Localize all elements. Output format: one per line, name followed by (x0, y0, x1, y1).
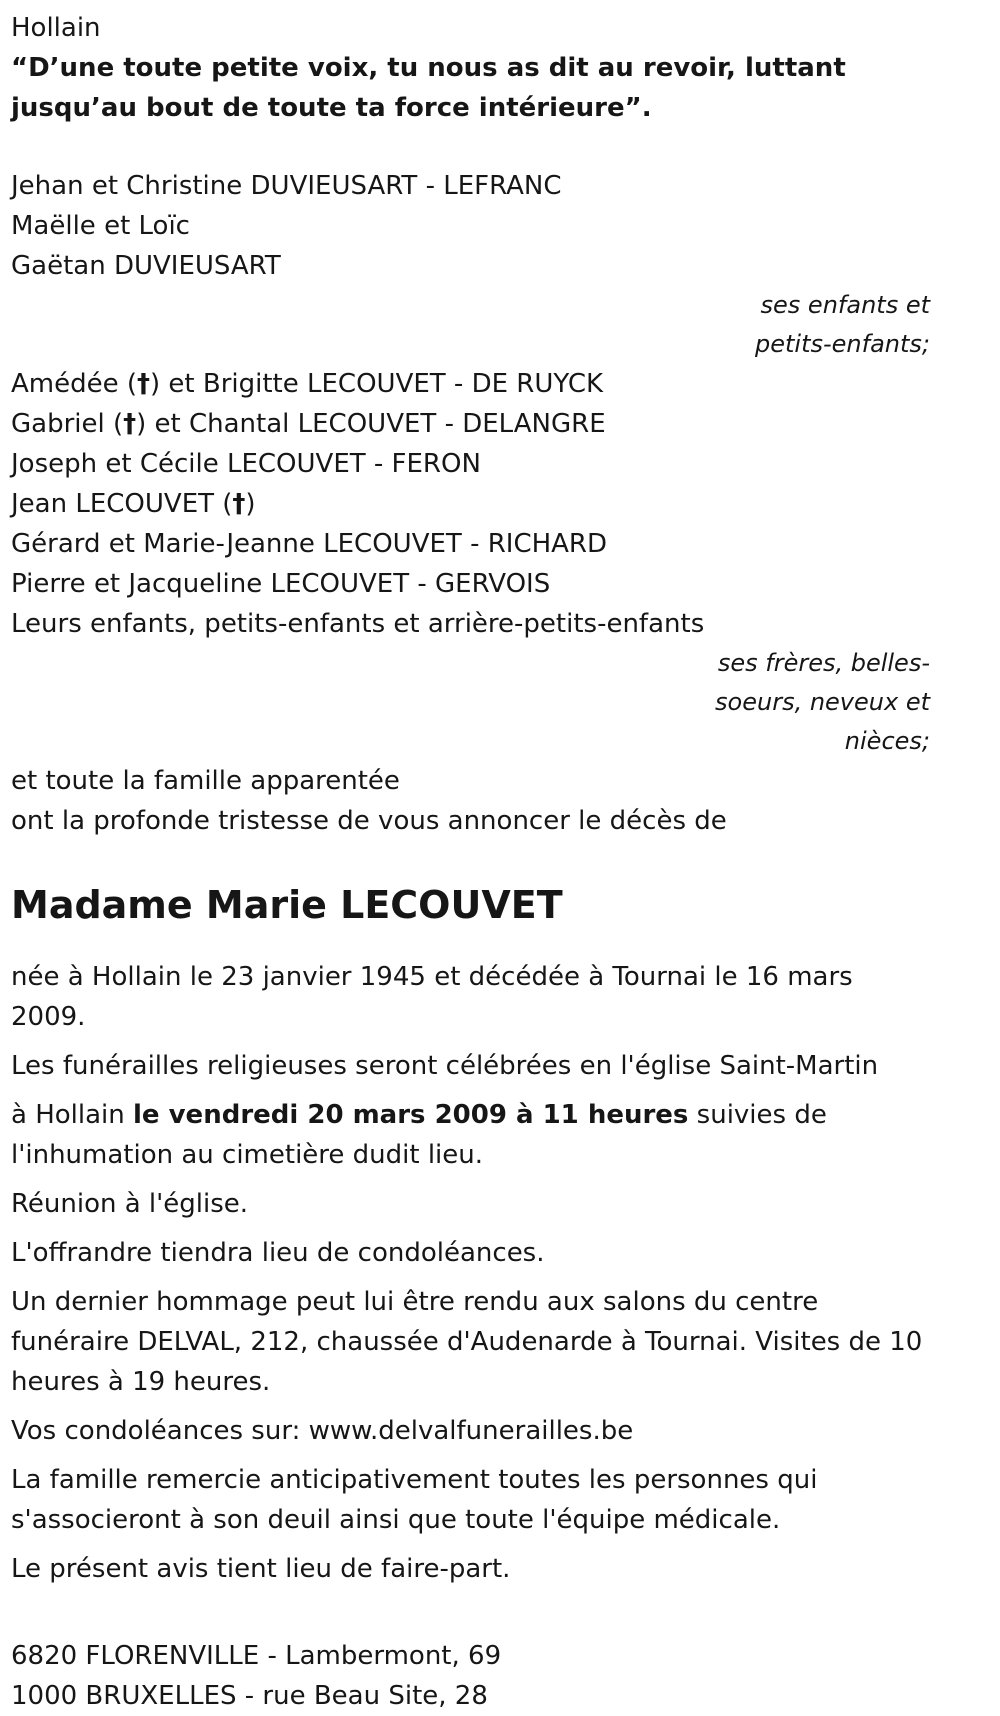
birth-death-line: née à Hollain le 23 janvier 1945 et décédée à Tournai le 16 mars 2009. (11, 962, 853, 1032)
sibling-name: Gabriel (†) et Chantal LECOUVET - DELANGRE (11, 409, 606, 439)
funeral-date: le vendredi 20 mars 2009 à 11 heures (133, 1100, 689, 1130)
place-name: Hollain (11, 13, 101, 43)
child-name: Maëlle et Loïc (11, 211, 190, 241)
deceased-name: Madame Marie LECOUVET (11, 883, 563, 927)
cross-icon: † (232, 489, 246, 519)
spacer (11, 1598, 930, 1636)
sibling-name: Gérard et Marie-Jeanne LECOUVET - RICHARD (11, 529, 608, 559)
child-name: Jehan et Christine DUVIEUSART - LEFRANC (11, 171, 562, 201)
children-role: ses enfants et (760, 291, 930, 319)
condolences-line: Vos condoléances sur: www.delvalfunerailles.be (11, 1416, 634, 1446)
siblings-role: nièces; (844, 727, 930, 755)
offering-line: L'offrandre tiendra lieu de condoléances. (11, 1238, 545, 1268)
cross-icon: † (123, 409, 137, 439)
announcement-line: et toute la famille apparentée (11, 766, 400, 796)
siblings-role: ses frères, belles- (717, 649, 930, 677)
children-role: petits-enfants; (755, 330, 930, 358)
sibling-name: Joseph et Cécile LECOUVET - FERON (11, 449, 481, 479)
sibling-name: Pierre et Jacqueline LECOUVET - GERVOIS (11, 569, 551, 599)
address-line: 1000 BRUXELLES - rue Beau Site, 28 (11, 1681, 488, 1711)
tribute-line: Un dernier hommage peut lui être rendu aux salons du centre funéraire DELVAL, 212, chaussée d'Audenarde à Tournai. Visites de 10 heures à 19 heures. (11, 1287, 923, 1397)
spacer (11, 128, 930, 166)
announcement-line: ont la profonde tristesse de vous annoncer le décès de (11, 806, 727, 836)
reunion-line: Réunion à l'église. (11, 1189, 249, 1219)
epigraph-quote: “D’une toute petite voix, tu nous as dit au revoir, luttant jusqu’au bout de toute ta force intérieure”. (11, 53, 846, 123)
child-name: Gaëtan DUVIEUSART (11, 251, 281, 281)
sibling-descendants: Leurs enfants, petits-enfants et arrière-petits-enfants (11, 609, 705, 639)
funeral-details: à Hollain le vendredi 20 mars 2009 à 11 heures suivies de l'inhumation au cimetière dudit lieu. (11, 1100, 827, 1170)
siblings-role: soeurs, neveux et (715, 688, 930, 716)
sibling-name: Jean LECOUVET (†) (11, 489, 256, 519)
thanks-line: La famille remercie anticipativement toutes les personnes qui s'associeront à son deuil ainsi que toute l'équipe médicale. (11, 1465, 818, 1535)
address-line: 6820 FLORENVILLE - Lambermont, 69 (11, 1641, 502, 1671)
faire-part-line: Le présent avis tient lieu de faire-part. (11, 1554, 511, 1584)
cross-icon: † (137, 369, 151, 399)
sibling-name: Amédée (†) et Brigitte LECOUVET - DE RUYCK (11, 369, 604, 399)
funeral-line: Les funérailles religieuses seront célébrées en l'église Saint-Martin (11, 1051, 879, 1081)
